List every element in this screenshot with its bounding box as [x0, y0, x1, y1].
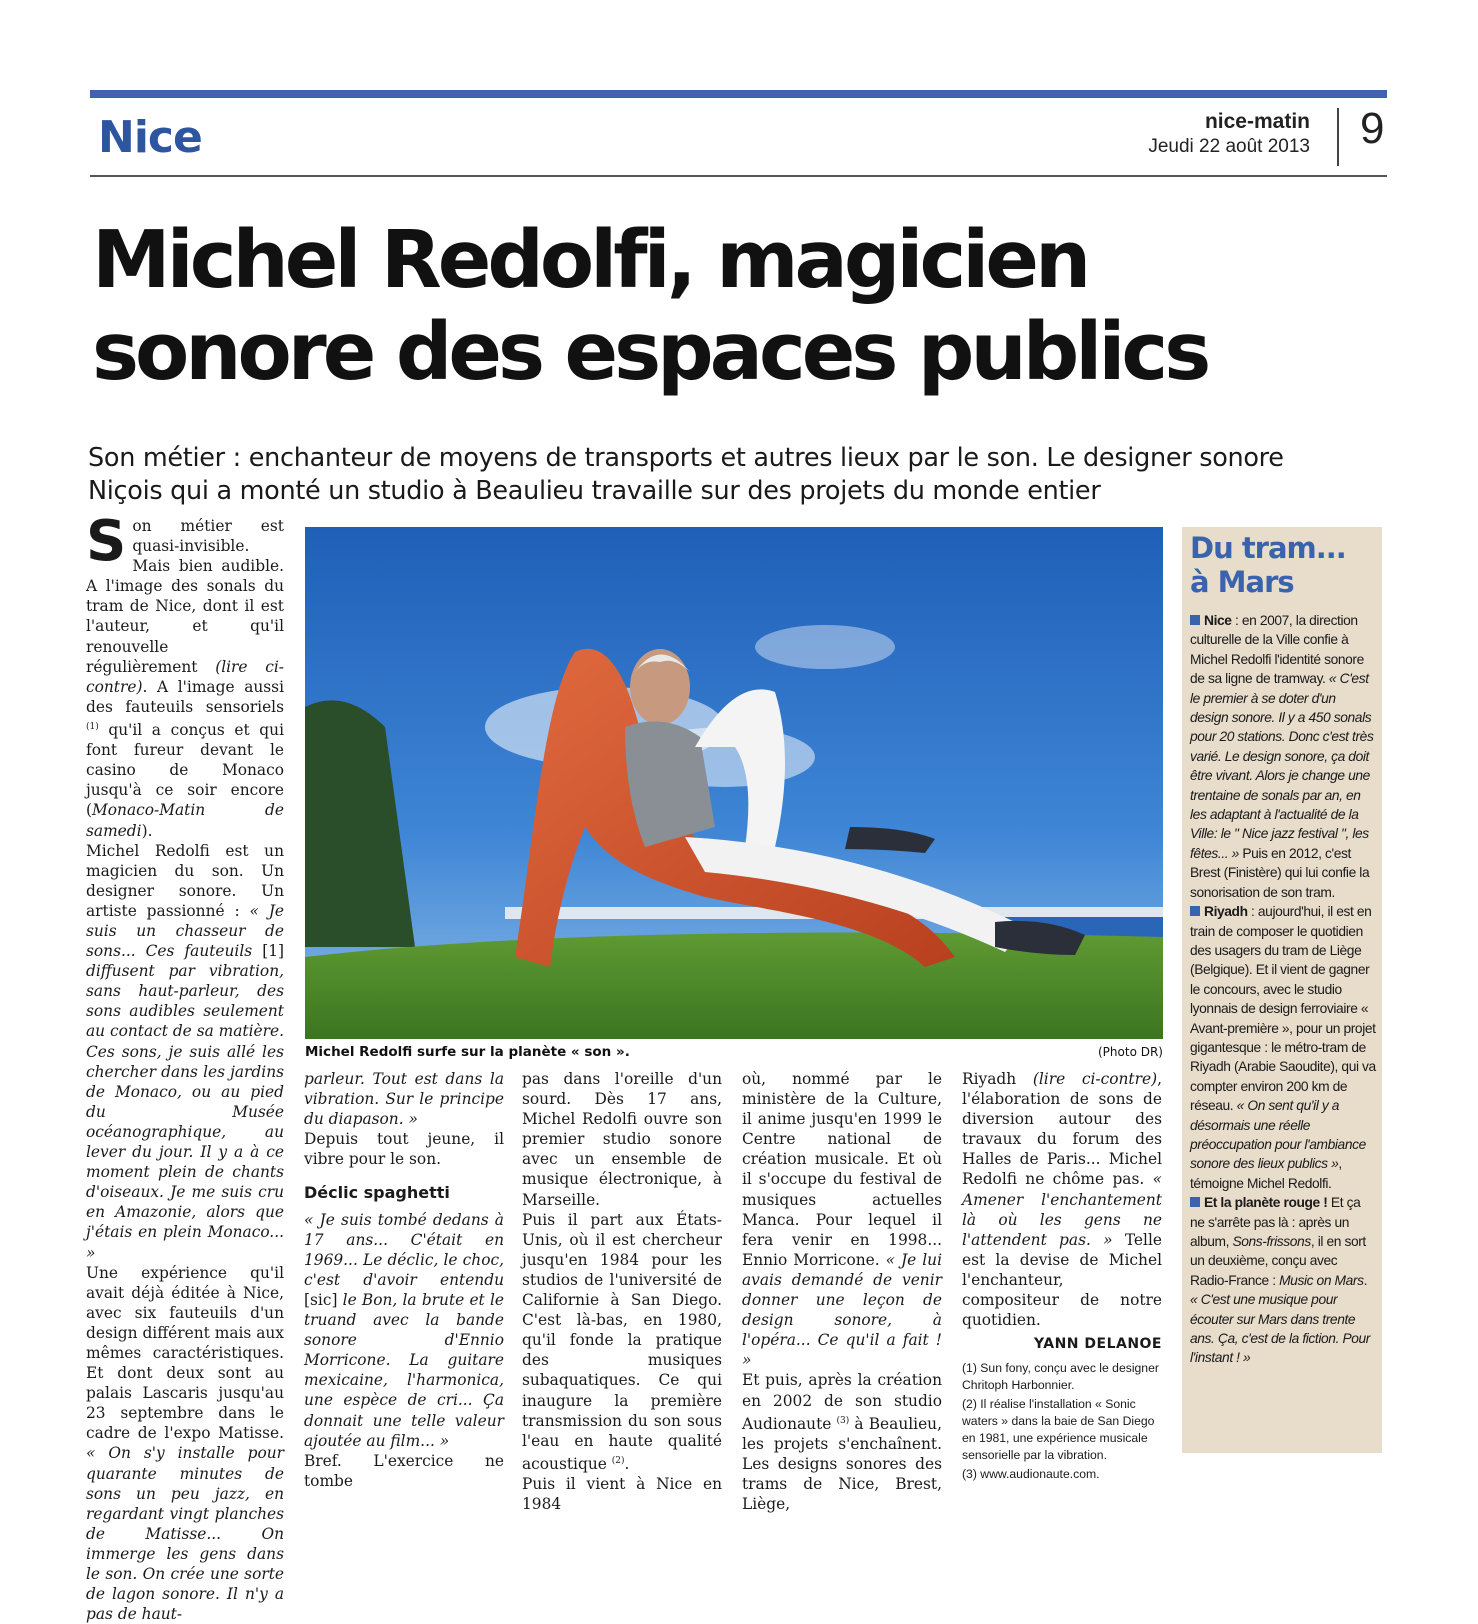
sidebar-title-line-1: Du tram... — [1190, 531, 1346, 565]
body-text: qu'il a conçus et qui font fureur devant le casino de Monaco jusqu'à ce soir encore ( — [86, 721, 284, 820]
sidebar-quote: « On sent qu'il y a désormais une réelle préoccupation pour l'ambiance sonore des lieux publics » — [1190, 1098, 1366, 1172]
article-column-1 — [86, 509, 285, 1624]
sidebar-title — [1190, 531, 1376, 599]
section-rule — [90, 175, 1387, 177]
body-text: Depuis tout jeune, il vibre pour le son. — [304, 1130, 504, 1169]
body-text: Telle est la devise de Michel l'enchanteur, compositeur de notre quotidien. — [962, 1230, 1162, 1330]
headline — [92, 214, 1207, 398]
main-photo — [305, 527, 1163, 1039]
article-column-4 — [742, 1069, 942, 1514]
drop-cap: S — [86, 509, 127, 574]
body-text: où, nommé par le ministère de la Culture, il anime jusqu'en 1999 le Centre national de création musicale. Et où il s'occupe du festival de musiques actuelles Manca. Pour lequel il fera venir en 1998... Ennio Morricone. — [742, 1070, 942, 1269]
sidebar-text: : en 2007, la direction culturelle de la Ville confie à Michel Redolfi l'identité sonore de sa ligne de tramway. — [1190, 613, 1364, 687]
sidebar-text: Puis en 2012, c'est Brest (Finistère) qui lui confie la sonorisation de son tram. — [1190, 845, 1370, 900]
quote-text: le Bon, la brute et le truand avec la bande sonore d'Ennio Morricone. La guitare mexicaine, l'harmonica, une espèce de cri... Ça donnait une telle valeur ajoutée au film... » — [304, 1290, 504, 1450]
sidebar-title-line-2: à Mars — [1190, 565, 1294, 599]
body-text-italic: (lire ci-contre) — [86, 657, 285, 696]
body-text: , l'élaboration de sons de diversion autour des travaux du forum des Halles de Paris... Michel Redolfi ne chôme pas. — [962, 1070, 1162, 1189]
sidebar-quote: « C'est le premier à se doter d'un design sonore. Il y a 450 sonals pour 20 stations. Donc c'est très varié. Le design sonore, ça doit être vivant. Alors je change une trentaine de sonals par an, en les adaptant à l'actualité de la Ville: le " Nice jazz festival ", les fêtes... » — [1190, 671, 1374, 861]
sidebar-quote: « C'est une musique pour écouter sur Mars dans trente ans. Ça, c'est de la fiction. Pour l'instant ! » — [1190, 1292, 1370, 1366]
footnotes — [962, 1360, 1162, 1483]
quote-text: « Je lui avais demandé de venir donner une leçon de design sonore, à l'opéra... Ce qu'il a fait ! » — [742, 1250, 942, 1370]
headline-line-2: sonore des espaces publics — [92, 306, 1208, 398]
sidebar-box — [1182, 527, 1382, 1453]
body-text: . A l'image aussi des fauteuils sensoriels — [86, 677, 284, 716]
section-title: Nice — [98, 112, 202, 163]
sidebar-item-label: Riyadh — [1204, 904, 1248, 920]
page-number: 9 — [1360, 104, 1385, 153]
body-text: on métier est quasi-invisible. Mais bien audible. A l'image des sonals du tram de Nice, dont il est l'auteur, et qu'il renouvelle régulièrement — [86, 517, 284, 676]
cloud — [755, 625, 895, 669]
bullet-square-icon — [1190, 615, 1200, 625]
footnote-ref: (1) — [86, 721, 99, 732]
issue-date: Jeudi 22 août 2013 — [1148, 136, 1310, 157]
article-column-5 — [962, 1069, 1162, 1485]
body-text: Puis il vient à Nice en 1984 — [522, 1475, 722, 1514]
footnote-2: (2) Il réalise l'installation « Sonic waters » dans la baie de San Diego en 1981, une expérience musicale sensorielle par la vibration. — [962, 1397, 1155, 1463]
body-text-italic: (lire ci-contre) — [1032, 1070, 1158, 1088]
bullet-square-icon — [1190, 1197, 1200, 1207]
section-color-bar — [90, 90, 1387, 98]
deck — [88, 442, 1408, 508]
headline-line-1: Michel Redolfi, magicien — [92, 214, 1088, 306]
footnote-1: (1) Sun fony, conçu avec le designer Chritoph Harbonnier. — [962, 1361, 1159, 1393]
sidebar-text: , il en sort un deuxième, conçu avec Radio-France : — [1190, 1234, 1366, 1288]
sidebar-quote: Sons-frissons — [1232, 1234, 1311, 1249]
byline: YANN DELANOE — [1033, 1336, 1162, 1353]
quote-text: « On s'y installe pour quarante minutes de sons un peu jazz, en regardant vingt planches de Matisse... On immerge les gens dans le son. On crée une sorte de lagon sonore. Il n'y a pas de haut- — [86, 1444, 284, 1624]
deck-line-2: Niçois qui a monté un studio à Beaulieu travaille sur des projets du monde entier — [88, 476, 1101, 506]
photo-caption-row — [305, 1044, 1163, 1060]
bullet-square-icon — [1190, 906, 1200, 916]
subheading: Déclic spaghetti — [304, 1183, 450, 1203]
masthead — [1148, 110, 1310, 158]
body-text: Et puis, après la création en 2002 de son studio Audionaute — [742, 1371, 942, 1433]
footnote-ref: [1] — [252, 942, 284, 961]
paper-name: nice-matin — [1204, 110, 1310, 133]
body-text: pas dans l'oreille d'un sourd. Dès 17 ans, Michel Redolfi ouvre son premier studio sonore avec un ensemble de musique électronique, à Marseille. — [522, 1070, 722, 1209]
sidebar-item-label: Et la planète rouge ! — [1204, 1195, 1328, 1211]
article-column-2 — [304, 1069, 504, 1491]
quote-text: diffusent par vibration, sans haut-parleur, des sons audibles seulement au contact de sa matière. Ces sons, je suis allé les chercher dans les jardins de Monaco, ou au pied du Musée océanographique, au lever du jour. Il y a à ce moment plein de chants d'oiseaux. Je me suis cru en Amazonie, alors que j'étais en plein Monaco... » — [86, 962, 284, 1262]
sidebar-text: , témoigne Michel Redolfi. — [1190, 1156, 1342, 1191]
photo-caption: Michel Redolfi surfe sur la planète « son ». — [305, 1044, 630, 1060]
body-text: Une expérience qu'il avait déjà éditée à Nice, avec six fauteuils d'un design différent mais aux mêmes caractéristiques. Et dont deux sont au palais Lascaris jusqu'au 23 septembre dans le cadre de l'expo Matisse. — [86, 1263, 284, 1443]
photo-credit: (Photo DR) — [1098, 1045, 1163, 1059]
sidebar-quote: Music on Mars — [1279, 1272, 1364, 1288]
deck-line-1: Son métier : enchanteur de moyens de transports et autres lieux par le son. Le designer sonore — [88, 443, 1284, 473]
body-text: . — [624, 1454, 630, 1473]
sidebar-text: : aujourd'hui, il est en train de composer le quotidien des usagers du tram de Liège (Belgique). Et il vient de gagner le concours, avec le studio lyonnais de design ferroviaire « Avant-première », pour un projet gigantesque : le métro-tram de Riyadh (Arabie Saoudite), qui va compter environ 200 km de réseau. — [1190, 904, 1376, 1114]
body-text: [sic] — [304, 1290, 338, 1309]
footnote-3: (3) www.audionaute.com. — [962, 1467, 1100, 1482]
photo-illustration — [305, 527, 1163, 1039]
sidebar-content — [1190, 531, 1376, 1368]
body-text: Bref. L'exercice ne tombe — [304, 1451, 504, 1490]
body-text: Puis il part aux États-Unis, où il est chercheur jusqu'en 1984 pour les studios de l'université de Californie à San Diego. C'est là-bas, en 1980, qu'il fonde la pratique des musiques subaquatiques. Ce qui inaugure la première transmission du son sous l'eau en haute qualité acoustique — [522, 1210, 722, 1473]
sidebar-text: Et ça ne s'arrête pas là : après un album, — [1190, 1195, 1361, 1249]
footnote-ref: (2) — [611, 1455, 625, 1466]
body-text-italic: Monaco-Matin de samedi — [86, 801, 284, 840]
body-text: Michel Redolfi est un magicien du son. Un designer sonore. Un artiste passionné : — [86, 841, 284, 920]
quote-text: « Amener l'enchantement là où les gens ne l'attendent pas. » — [962, 1170, 1162, 1249]
footnote-ref: (3) — [836, 1415, 850, 1426]
masthead-divider — [1337, 108, 1339, 166]
article-column-3 — [522, 1069, 722, 1514]
quote-text: parleur. Tout est dans la vibration. Sur le principe du diapason. » — [304, 1070, 504, 1129]
sidebar-text: . — [1363, 1272, 1368, 1288]
body-text: Riyadh — [962, 1070, 1033, 1088]
body-text: à Beaulieu, les projets s'enchaînent. Les designs sonores des trams de Nice, Brest, Liège, — [742, 1414, 942, 1514]
sidebar-item-label: Nice — [1204, 613, 1232, 628]
quote-text: « Je suis tombé dedans à 17 ans... C'était en 1969... Le déclic, le choc, c'est d'avoir entendu — [304, 1210, 504, 1289]
quote-text: « Je suis un chasseur de sons... Ces fauteuils — [86, 901, 284, 961]
body-text: ). — [141, 821, 153, 840]
